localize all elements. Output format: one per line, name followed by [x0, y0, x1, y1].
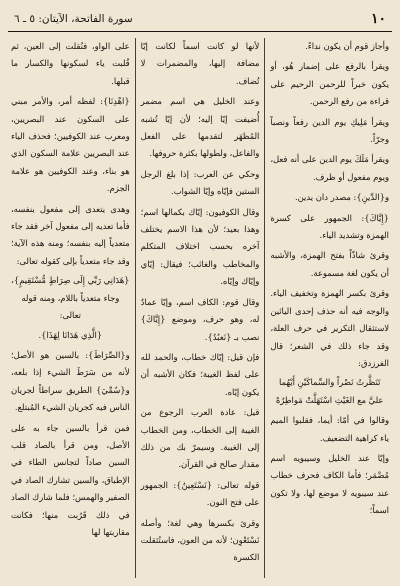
paragraph: {إِيَّاكَ}: الجمهور على كسرة الهمزة وتشديد الياء.: [270, 212, 389, 241]
page-number: ١٠: [370, 11, 386, 27]
column-middle: [137, 38, 264, 578]
paragraph: قيل: عادة العرب الرجوع من الغيبة إلى الخطاب، ومن الخطاب إلى الغيبة. وسيمرّ بك من ذلك مقدار صالح في القرآن.: [140, 407, 260, 470]
page-header: [8, 8, 392, 30]
paragraph: ويقرأ مَلِيكِ يوم الدين رفعاً ونصباً وجرّاً.: [270, 116, 389, 145]
paragraph: وعند الخليل هي اسم مضمر أُضيفت إيّا إليه؛ لأن إيّا تُشبه المُظهَر لتقدمها على الفعل والفاعل، ولطولها بكثرة حروفها.: [140, 96, 260, 159]
paragraph: وهدى يتعدى إلى مفعول بنفسه، فأما تعديه إلى مفعول آخر فقد جاء متعدياً إليه بنفسه؛ ومنه هذه الآية؛ وقد جاء متعدياً بإلى كقوله تعالى:: [10, 203, 130, 266]
paragraph: وأجاز قوم أن يكون نداءً.: [305, 41, 389, 51]
paragraph: وقرئ شاذّاً بفتح الهمزة، والأشبه أن يكون لغة مسموعة.: [270, 250, 389, 278]
paragraph: على الواو، فنُقلت إلى العين، ثم قُلبت ياء لسكونها والكسار ما قبلها.: [10, 41, 130, 86]
column-divider: [135, 38, 136, 578]
paragraph: وإيّا عند الخليل وسيبويه اسم مُضْمَر؛ فأما الكاف فحرف خطاب عند سيبويه لا موضع لها، ولا تكون اسماً؛: [270, 452, 389, 516]
paragraph: فمن قرأ بالسين جاء به على الأصل، ومن قرأ بالصاد قلب السين صاداً لتجانس الطاء في الإطباق، والسين تشارك الصاد في الصفير والهمس؛ فلما شارك الصاد في ذلك قَرُبت منها؛ فكانت مقاربتها لها: [10, 422, 130, 537]
paragraph: و{الدِّينِ}: مصدر دان يدين.: [295, 192, 389, 203]
paragraph: {اهْدِنَا}: لفظه أمر، والأمر مبني على السكون عند البصريين، ومعرب عند الكوفيين؛ فحذف الياء عند البصريين علامة السكون الذي هو بناء، وعند الكوفيين هو علامة الجزم.: [10, 96, 130, 194]
paragraph: وقالوا في أمّا: أيما، فقلبوا الميم ياء كراهية التضعيف.: [270, 415, 389, 443]
paragraph: و{الصِّرَاطَ}: بالسين هو الأصل؛ لأنه من سَرَطَ الشيء إذا بلعه، و{سُمِّيَ} الطريق سراطاً لجريان الناس فيه كجريان الشيء المُبتلع.: [10, 349, 130, 413]
paragraph: وقال الكوفيون: إيّاك بكمالها اسم؛ وهذا بعيد؛ لأن هذا الاسم يختلف آخره بحسب اختلاف المتكلم والمخاطب والغائب؛ فيقال: إيّاي وإيّاك وإيّاه.: [140, 206, 260, 287]
header-rule: [8, 31, 392, 32]
column-left: [7, 38, 134, 578]
running-title: سورة الفاتحة، الآيتان: ٥ ـ ٦: [14, 13, 133, 25]
paragraph: {هَدَانِي رَبِّي إِلَى صِرَاطٍ مُّسْتَقِيمٍ}، وجاء متعدياً باللام، ومنه قوله تعالى:: [11, 275, 130, 321]
paragraph: وقرئ بكسر الهمزة وتخفيف الياء. والوجه فيه أنه حذف إحدى اليائين لاستثقال التكرير في حرف العلة، وقد جاء ذلك في الشعر؛ قال الفرزدق:: [270, 288, 389, 368]
paragraph: فإن قيل: إيّاك خطاب، والحمد لله على لفظ الغيبة؛ فكان الأشبه أن يكون إيّاه.: [140, 351, 260, 397]
column-divider: [264, 38, 265, 578]
paragraph: ويقرأ بالرفع على إضمار هُو، أو يكون خبراً للرحمن الرحيم على قراءة من رفع الرحمن.: [270, 61, 389, 107]
paragraph: ويقرأ مَلَكَ يوم الدين على أنه فعل، ويوم مفعول أو ظرف.: [270, 154, 389, 182]
paragraph: وحكي عن العرب: إذا بلغ الرجل الستين فإيّاه وإيّا الشواب.: [140, 168, 260, 197]
paragraph: تَنَظَّرتُ نَصْراً والسِّماكَيْنِ أَيْهُما عليَّ مع الغَيْثِ اسْتَهَلَّتْ مَواطِرُهْ: [275, 377, 384, 405]
column-right: [266, 38, 393, 578]
paragraph: وقال قوم: الكاف اسم، وإيّا عمادٌ له، وهو حرف، وموضع {إِيَّاكَ} نصب بـ {نَعبُدُ}.: [140, 296, 260, 342]
text-columns: [7, 38, 393, 578]
paragraph: وقرئ بكسرها وهي لغة؛ وأصله نَسْتَعْوِن؛ لأنه من العون، فاستُثقلت الكسرة: [140, 517, 260, 563]
paragraph: قوله تعالى: {نَسْتَعِينُ}: الجمهور على فتح النون.: [140, 479, 260, 508]
paragraph: {الَّذِي هَدَانَا لِهَذَا}.: [38, 329, 103, 340]
paragraph: لأنها لو كانت اسماً لكانت إيّا مضافة إليها، والمضمرات لا تُضاف.: [140, 41, 260, 86]
